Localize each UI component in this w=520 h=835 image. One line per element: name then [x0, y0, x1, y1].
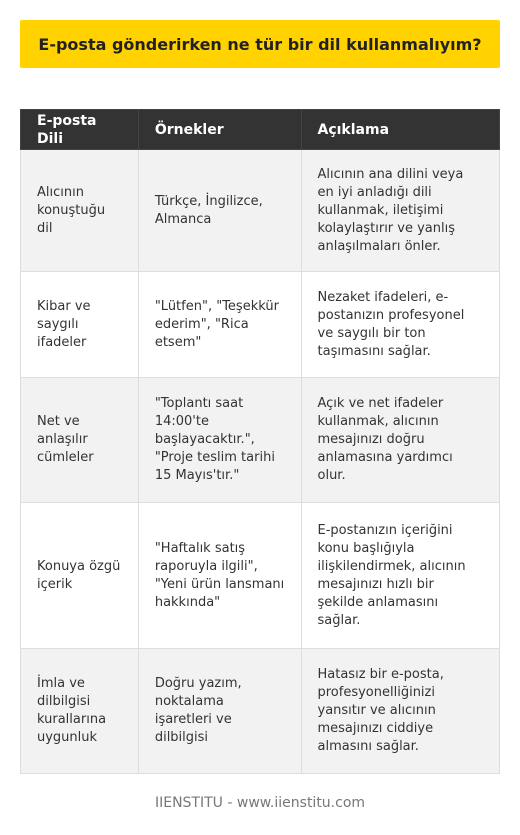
- table-row: [21, 503, 500, 649]
- cell-description: Hatasız bir e-posta, profesyonelliğinizi yansıtır ve alıcının mesajınızı ciddiye almasını sağlar.: [301, 649, 500, 774]
- cell-description: Nezaket ifadeleri, e-postanızın profesyonel ve saygılı bir ton taşımasını sağlar.: [301, 272, 500, 378]
- table-header-row: [21, 110, 500, 150]
- cell-description: Açık ve net ifadeler kullanmak, alıcının mesajınızı doğru anlamasına yardımcı olur.: [301, 378, 500, 503]
- table-row: [21, 150, 500, 272]
- header-examples: Örnekler: [138, 110, 301, 150]
- cell-language: Konuya özgü içerik: [21, 503, 139, 649]
- cell-language: Net ve anlaşılır cümleler: [21, 378, 139, 503]
- cell-description: Alıcının ana dilini veya en iyi anladığı dili kullanmak, iletişimi kolaylaştırır ve yanlış anlaşılmaları önler.: [301, 150, 500, 272]
- cell-examples: Türkçe, İngilizce, Almanca: [138, 150, 301, 272]
- header-email-language: E-posta Dili: [21, 110, 139, 150]
- table-row: [21, 272, 500, 378]
- cell-language: Kibar ve saygılı ifadeler: [21, 272, 139, 378]
- cell-examples: "Toplantı saat 14:00'te başlayacaktır.", "Proje teslim tarihi 15 Mayıs'tır.": [138, 378, 301, 503]
- header-description: Açıklama: [301, 110, 500, 150]
- cell-description: E-postanızın içeriğini konu başlığıyla ilişkilendirmek, alıcının mesajınızı hızlı bir şekilde anlamasını sağlar.: [301, 503, 500, 649]
- cell-language: Alıcının konuştuğu dil: [21, 150, 139, 272]
- cell-examples: Doğru yazım, noktalama işaretleri ve dilbilgisi: [138, 649, 301, 774]
- footer-credit: IIENSTITU - www.iienstitu.com: [154, 795, 366, 811]
- page-title: E-posta gönderirken ne tür bir dil kullanmalıyım?: [20, 20, 500, 68]
- table-row: [21, 378, 500, 503]
- cell-language: İmla ve dilbilgisi kurallarına uygunluk: [21, 649, 139, 774]
- email-language-table: [20, 109, 500, 774]
- cell-examples: "Lütfen", "Teşekkür ederim", "Rica etsem": [138, 272, 301, 378]
- cell-examples: "Haftalık satış raporuyla ilgili", "Yeni ürün lansmanı hakkında": [138, 503, 301, 649]
- table-row: [21, 649, 500, 774]
